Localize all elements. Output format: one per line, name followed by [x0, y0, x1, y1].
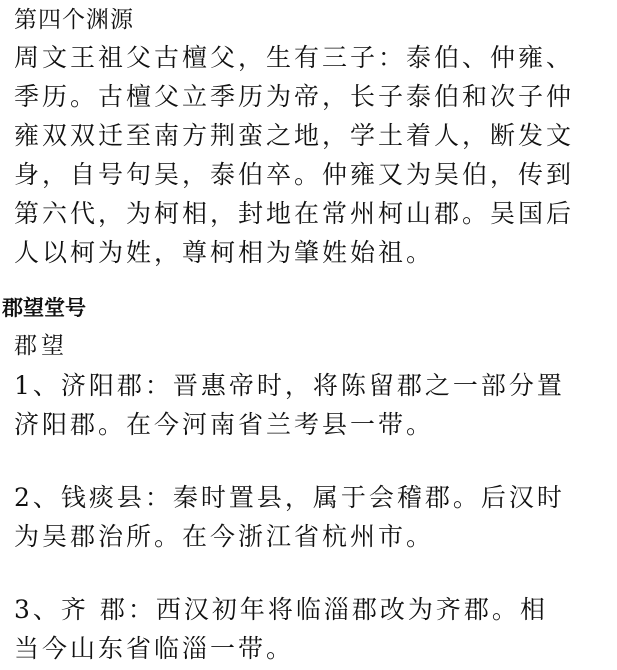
origin-line-5: 第六代，为柯相，封地在常州柯山郡。吴国后	[14, 199, 575, 228]
origin-line-1: 周文王祖父古檀父，生有三子：泰伯、仲雍、	[14, 43, 575, 72]
commandery-subheading: 郡望	[14, 333, 68, 359]
entry-2-line-2: 为吴郡治所。在今浙江省杭州市。	[14, 522, 435, 551]
section-title: 郡望堂号	[2, 296, 86, 320]
entry-1-line-2: 济阳郡。在今河南省兰考县一带。	[14, 410, 435, 439]
origin-heading: 第四个渊源	[14, 7, 134, 33]
entry-3-line-2: 当今山东省临淄一带。	[14, 634, 295, 663]
origin-line-4: 身，自号句吴，泰伯卒。仲雍又为吴伯，传到	[14, 160, 575, 189]
entry-1-line-1: 1、济阳郡：晋惠帝时，将陈留郡之一部分置	[14, 371, 565, 400]
entry-3-line-1: 3、齐 郡：西汉初年将临淄郡改为齐郡。相	[14, 595, 548, 624]
origin-line-6: 人以柯为姓，尊柯相为肇姓始祖。	[14, 238, 435, 267]
entry-2-line-1: 2、钱痰县：秦时置县，属于会稽郡。后汉时	[14, 483, 565, 512]
origin-line-2: 季历。古檀父立季历为帝，长子泰伯和次子仲	[14, 82, 575, 111]
origin-line-3: 雍双双迁至南方荆蛮之地，学土着人，断发文	[14, 121, 575, 150]
